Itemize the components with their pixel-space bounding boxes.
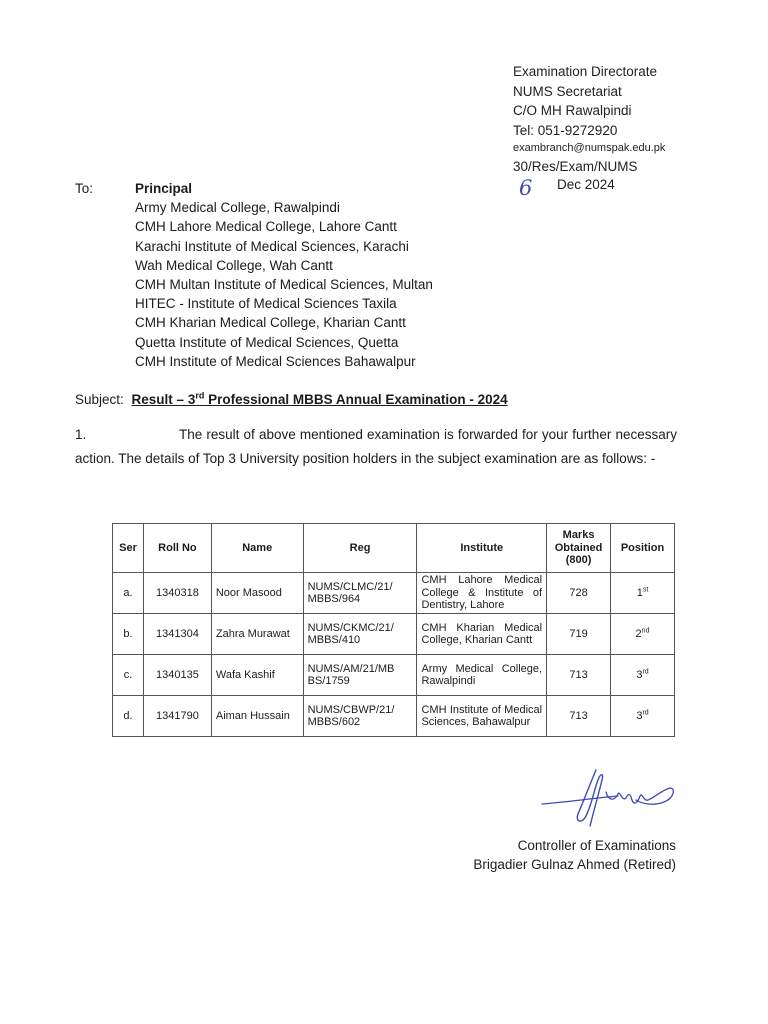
college-item: CMH Institute of Medical Sciences Bahawalpur [135, 353, 416, 369]
cell-position [611, 696, 675, 737]
position-number: 1 [636, 586, 643, 599]
cell-ser: d. [113, 696, 144, 737]
college-item: HITEC - Institute of Medical Sciences Taxila [135, 296, 397, 312]
subject-label: Subject: [75, 392, 124, 407]
paragraph-number: 1. [75, 427, 87, 442]
cell-ser: b. [113, 614, 144, 655]
recipient-list [135, 179, 433, 371]
cell-marks: 719 [547, 614, 611, 655]
college-item: Army Medical College, Rawalpindi [135, 200, 340, 216]
cell-marks: 728 [547, 573, 611, 614]
college-item: CMH Kharian Medical College, Kharian Cantt [135, 315, 406, 331]
college-item: Wah Medical College, Wah Cantt [135, 257, 333, 273]
letterhead-line: Tel: 051-9272920 [513, 122, 618, 138]
cell-marks: 713 [547, 655, 611, 696]
table-row [113, 573, 675, 614]
cell-position [611, 614, 675, 655]
cell-marks: 713 [547, 696, 611, 737]
header-ser: Ser [113, 524, 144, 573]
handwritten-signature [538, 762, 678, 832]
position-number: 3 [636, 709, 643, 722]
date-month-year: Dec 2024 [557, 176, 615, 192]
subject-title [132, 392, 508, 407]
subject-title-prefix: Result – 3 [131, 392, 196, 407]
cell-reg: NUMS/AM/21/MB BS/1759 [303, 655, 417, 696]
signatory-title: Controller of Examinations [517, 838, 676, 853]
handwritten-day: 6 [519, 175, 533, 200]
cell-roll-no: 1340135 [143, 655, 211, 696]
cell-position [611, 573, 675, 614]
table-row [113, 655, 675, 696]
cell-reg: NUMS/CBWP/21/ MBBS/602 [303, 696, 417, 737]
table-header-row [113, 524, 675, 573]
header-roll-no: Roll No [143, 524, 211, 573]
cell-ser: c. [113, 655, 144, 696]
position-number: 3 [636, 668, 643, 681]
cell-institute: CMH Kharian Medical College, Kharian Cantt [417, 614, 547, 655]
cell-name: Zahra Murawat [211, 614, 303, 655]
position-holders-table [112, 523, 675, 737]
subject-line [75, 390, 685, 410]
cell-reg: NUMS/CKMC/21/ MBBS/410 [303, 614, 417, 655]
letterhead-line: C/O MH Rawalpindi [513, 103, 632, 118]
letterhead-line: NUMS Secretariat [513, 83, 622, 99]
header-reg: Reg [303, 524, 417, 573]
cell-institute: Army Medical College, Rawalpindi [417, 655, 547, 696]
cell-name: Noor Masood [211, 573, 303, 614]
cell-roll-no: 1341304 [143, 614, 211, 655]
cell-institute: CMH Lahore Medical College & Institute of Dentistry, Lahore [417, 573, 547, 614]
header-name: Name [211, 524, 303, 573]
to-label: To: [75, 181, 94, 196]
college-item: CMH Multan Institute of Medical Sciences, Multan [135, 277, 433, 293]
paragraph-text: The result of above mentioned examination is forwarded for your further necessary action. The details of Top 3 University position holders in the subject examination are as follows: - [75, 427, 677, 466]
cell-reg: NUMS/CLMC/21/ MBBS/964 [303, 573, 417, 614]
position-suffix: st [642, 586, 649, 594]
position-suffix: rd [642, 668, 649, 676]
cell-roll-no: 1341790 [143, 696, 211, 737]
reference-number: 30/Res/Exam/NUMS [513, 159, 638, 174]
signatory-name: Brigadier Gulnaz Ahmed (Retired) [473, 857, 676, 872]
table-row [113, 614, 675, 655]
table-row [113, 696, 675, 737]
letterhead [513, 62, 753, 200]
header-institute: Institute [417, 524, 547, 573]
letterhead-line: Examination Directorate [513, 64, 658, 79]
position-suffix: nd [641, 627, 650, 635]
cell-name: Wafa Kashif [211, 655, 303, 696]
principal-heading: Principal [135, 181, 193, 196]
body-paragraph [75, 423, 677, 470]
subject-title-suffix: Professional MBBS Annual Examination - 2024 [204, 392, 508, 407]
position-suffix: rd [642, 709, 649, 717]
letter-date [513, 175, 753, 200]
cell-institute: CMH Institute of Medical Sciences, Bahawalpur [417, 696, 547, 737]
signatory-block [440, 836, 676, 874]
college-item: CMH Lahore Medical College, Lahore Cantt [135, 219, 397, 235]
header-position: Position [611, 524, 675, 573]
position-number: 2 [635, 627, 642, 640]
header-marks: Marks Obtained (800) [547, 524, 611, 573]
college-item: Karachi Institute of Medical Sciences, Karachi [135, 238, 409, 254]
cell-position [611, 655, 675, 696]
cell-ser: a. [113, 573, 144, 614]
college-item: Quetta Institute of Medical Sciences, Quetta [135, 334, 399, 350]
cell-roll-no: 1340318 [143, 573, 211, 614]
cell-name: Aiman Hussain [211, 696, 303, 737]
subject-title-sup: rd [195, 390, 205, 401]
letterhead-email: exambranch@numspak.edu.pk [513, 142, 666, 154]
